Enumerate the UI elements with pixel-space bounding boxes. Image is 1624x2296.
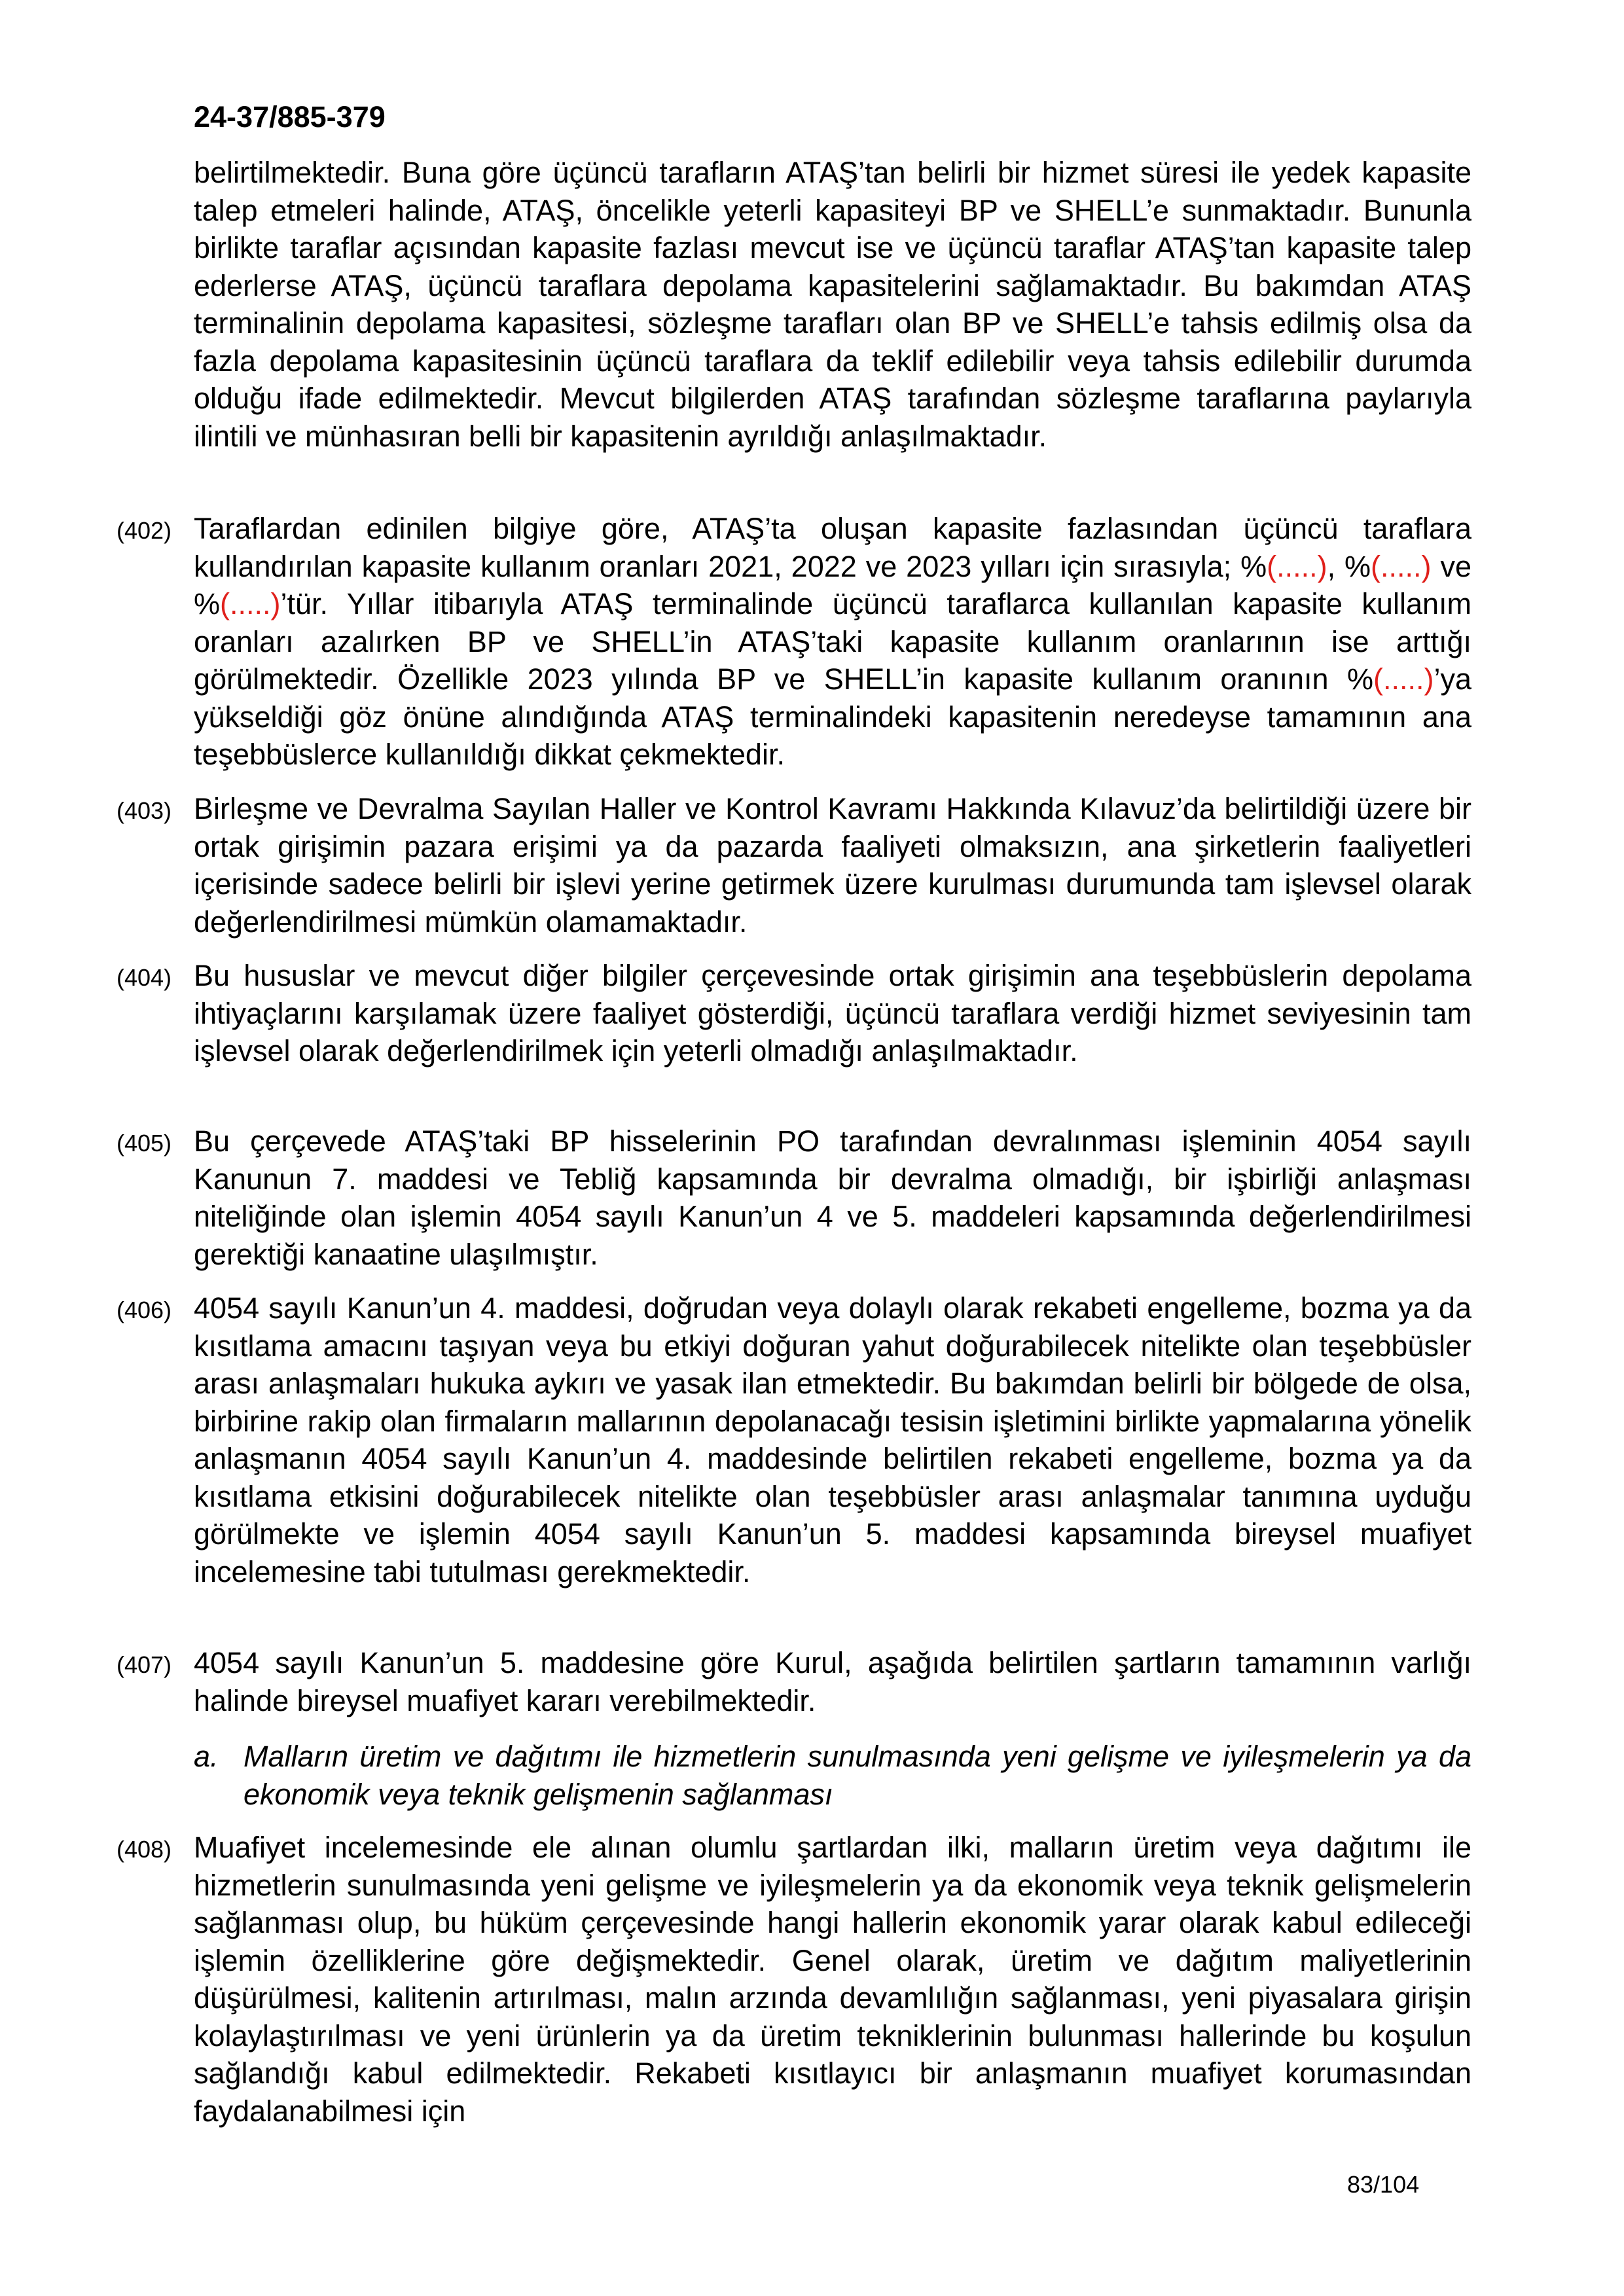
paragraph-405: Bu çerçevede ATAŞ’taki BP hisselerinin PO tarafından devralınması işleminin 4054 sayılı Kanunun 7. maddesi ve Tebliğ kapsamında bir devralma olmadığı, bir işbirliği anlaşması niteliğinde olan işlemin 4054 sayılı Kanun’un 4 ve 5. maddeleri kapsamında değerlendirilmesi gerektiği kanaatine ulaşılmıştır. — [194, 1124, 1471, 1271]
redacted-value: (.....) — [220, 587, 281, 620]
paragraph-number: (403) — [117, 797, 172, 824]
paragraph-number: (402) — [117, 517, 172, 544]
criteria-text: Malların üretim ve dağıtımı ile hizmetlerin sunulmasında yeni gelişme ve iyileşmelerin ya da ekonomik veya teknik gelişmenin sağlanması — [244, 1740, 1471, 1811]
paragraph-403: Birleşme ve Devralma Sayılan Haller ve Kontrol Kavramı Hakkında Kılavuz’da belirtildiği üzere bir ortak girişimin pazara erişimi ya da pazarda faaliyeti olmaksızın, ana şirketlerin faaliyetleri içerisinde sadece belirli bir işlevi yerine getirmek üzere kurulması durumunda tam işlevsel olarak değerlendirilmesi mümkün olamamaktadır. — [194, 792, 1471, 939]
page-number: 83/104 — [1347, 2171, 1420, 2198]
paragraph-408: Muafiyet incelemesinde ele alınan olumlu şartlardan ilki, malların üretim veya dağıtımı ile hizmetlerin sunulmasında yeni gelişme ve iyileşmelerin ya da ekonomik veya teknik gelişmelerin sağlanması olup, bu hüküm çerçevesinde hangi hallerin ekonomik yarar olarak kabul edileceği işlemin özelliklerine göre değişmektedir. Genel olarak, üretim ve dağıtım maliyetlerinin düşürülmesi, kalitenin artırılması, malın arzında devamlılığın sağlanması, yeni piyasalara girişin kolaylaştırılması ve yeni ürünlerin ya da üretim tekniklerinin bulunması hallerinde bu koşulun sağlandığı kabul edilmektedir. Rekabeti kısıtlayıcı bir anlaşmanın muafiyet korumasından faydalanabilmesi için — [194, 1831, 1471, 2128]
paragraph-number: (405) — [117, 1130, 172, 1157]
paragraph-407: 4054 sayılı Kanun’un 5. maddesine göre Kurul, aşağıda belirtilen şartların tamamının varlığı halinde bireysel muafiyet kararı verebilmektedir. — [194, 1646, 1471, 1717]
paragraph-406: 4054 sayılı Kanun’un 4. maddesi, doğrudan veya dolaylı olarak rekabeti engelleme, bozma ya da kısıtlama amacını taşıyan veya bu etkiyi doğuran yahut doğurabilecek nitelikte olan teşebbüsler arası anlaşmaları hukuka aykırı ve yasak ilan etmektedir. Bu bakımdan belirli bir bölgede de olsa, birbirine rakip olan firmaların mallarının depolanacağı tesisin işletimini birlikte yapmalarına yönelik anlaşmanın 4054 sayılı Kanun’un 4. maddesinde belirtilen rekabeti engelleme, bozma ya da kısıtlama etkisini doğurabilecek nitelikte olan teşebbüsler arası anlaşmalar tanımına uyduğu görülmekte ve işlemin 4054 sayılı Kanun’un 5. maddesi kapsamında bireysel muafiyet incelemesine tabi tutulması gerekmektedir. — [194, 1291, 1471, 1588]
redacted-value: (.....) — [1267, 549, 1327, 583]
paragraph-continued: belirtilmektedir. Buna göre üçüncü tarafların ATAŞ’tan belirli bir hizmet süresi ile yedek kapasite talep etmeleri halinde, ATAŞ, öncelikle yeterli kapasiteyi BP ve SHELL’e sunmaktadır. Bununla birlikte taraflar açısından kapasite fazlası mevcut ise ve üçüncü taraflar ATAŞ’tan kapasite talep ederlerse ATAŞ, üçüncü taraflara depolama kapasitelerini sağlamaktadır. Bu bakımdan ATAŞ terminalinin depolama kapasitesi, sözleşme tarafları olan BP ve SHELL’e tahsis edilmiş olsa da fazla depolama kapasitesinin üçüncü taraflara da teklif edilebilir veya tahsis edilebilir durumda olduğu ifade edilmektedir. Mevcut bilgilerden ATAŞ tarafından sözleşme taraflarına paylarıyla ilintili ve münhasıran belli bir kapasitenin ayrıldığı anlaşılmaktadır. — [194, 156, 1471, 453]
list-marker: a. — [194, 1740, 219, 1773]
paragraph-text: ’tür. Yıllar itibarıyla ATAŞ terminalinde üçüncü taraflarca kullanılan kapasite kullanım oranları azalırken BP ve SHELL’in ATAŞ’taki kapasite kullanım oranlarının ise arttığı görülmektedir. Özellikle 2023 yılında BP ve SHELL’in kapasite kullanım oranının % — [194, 587, 1471, 696]
paragraph-text: , % — [1327, 549, 1371, 583]
paragraph-402 — [194, 510, 1471, 774]
paragraph-number: (406) — [117, 1297, 172, 1323]
criteria-item-a — [194, 1738, 1471, 1813]
paragraph-404: Bu hususlar ve mevcut diğer bilgiler çerçevesinde ortak girişimin ana teşebbüslerin depolama ihtiyaçlarını karşılamak üzere faaliyet gösterdiği, üçüncü taraflara verdiği hizmet seviyesinin tam işlevsel olarak değerlendirilmek için yeterli olmadığı anlaşılmaktadır. — [194, 959, 1471, 1067]
paragraph-number: (407) — [117, 1651, 172, 1678]
paragraph-text: ve % — [194, 549, 1471, 620]
paragraph-text: ’ya yükseldiği göz önüne alındığında ATAŞ terminalindeki kapasitenin neredeyse tamamının ana teşebbüslerce kullanıldığı dikkat çekmektedir. — [194, 662, 1471, 771]
redacted-value: (.....) — [1371, 549, 1432, 583]
paragraph-text: Taraflardan edinilen bilgiye göre, ATAŞ’ta oluşan kapasite fazlasından üçüncü taraflara kullandırılan kapasite kullanım oranları 2021, 2022 ve 2023 yılları için sırasıyla; % — [194, 512, 1471, 583]
paragraph-number: (404) — [117, 964, 172, 991]
paragraph-number: (408) — [117, 1836, 172, 1863]
redacted-value: (.....) — [1373, 662, 1434, 696]
document-reference-number: 24-37/885-379 — [194, 100, 386, 134]
